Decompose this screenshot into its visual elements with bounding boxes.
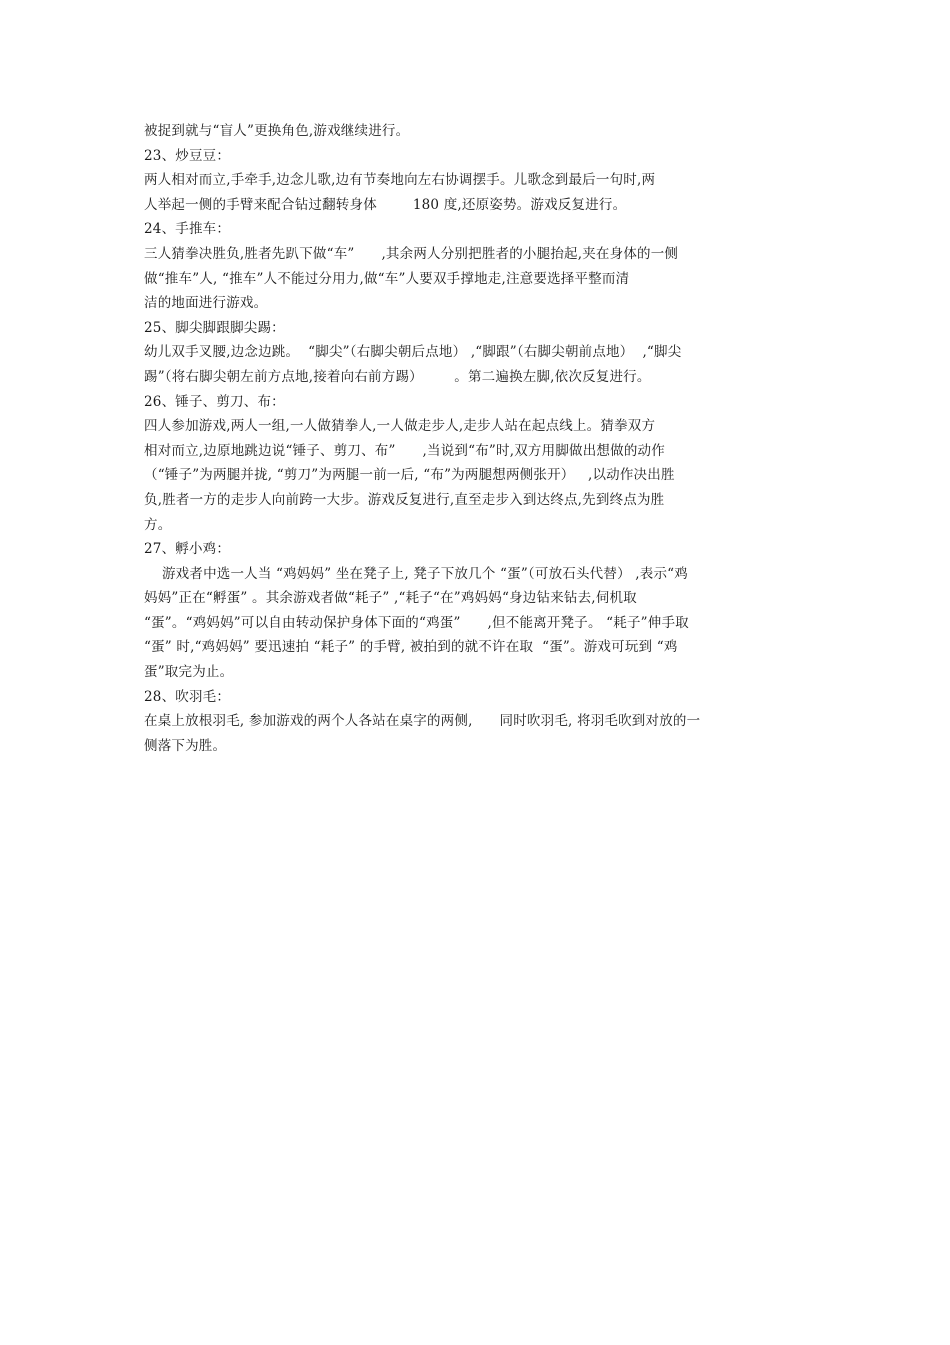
text-line: 两人相对而立,手牵手,边念儿歌,边有节奏地向左右协调摆手。儿歌念到最后一句时,两 [144, 172, 656, 189]
text-line: 四人参加游戏,两人一组,一人做猜拳人,一人做走步人,走步人站在起点线上。猜拳双方 [144, 418, 656, 435]
text-line: 做“推车”人, “推车”人不能过分用力,做“车”人要双手撑地走,注意要选择平整而清 [144, 270, 630, 287]
text-line: “蛋”。“鸡妈妈”可以自由转动保护身体下面的“鸡蛋” ,但不能离开凳子。 “耗子”伸手取 [144, 614, 689, 631]
document-body [144, 119, 764, 758]
text-line: 侧落下为胜。 [144, 737, 227, 754]
text-line: 踢”（将右脚尖朝左前方点地,接着向右前方踢） 。第二遍换左脚,依次反复进行。 [144, 368, 651, 385]
text-line: “蛋” 时,“鸡妈妈” 要迅速拍 “耗子” 的手臂, 被拍到的就不许在取 “蛋”。游戏可玩到 “鸡 [144, 639, 678, 656]
text-line: 负,胜者一方的走步人向前跨一大步。游戏反复进行,直至走步入到达终点,先到终点为胜 [144, 491, 665, 508]
text-line: 三人猜拳决胜负,胜者先趴下做“车” ,其余两人分别把胜者的小腿抬起,夹在身体的一侧 [144, 245, 679, 262]
section-heading-23: 23、炒豆豆： [144, 147, 231, 164]
section-heading-24: 24、手推车： [144, 221, 231, 238]
section-heading-28: 28、吹羽毛： [144, 688, 231, 705]
section-heading-25: 25、脚尖脚跟脚尖踢： [144, 319, 285, 336]
text-line: 被捉到就与“盲人”更换角色,游戏继续进行。 [144, 123, 410, 139]
text-line: 人举起一侧的手臂来配合钻过翻转身体 180 度,还原姿势。游戏反复进行。 [144, 196, 627, 213]
section-heading-26: 26、锤子、剪刀、布： [144, 393, 285, 410]
text-line: 方。 [144, 516, 172, 533]
text-line: 在桌上放根羽毛, 参加游戏的两个人各站在桌字的两侧, 同时吹羽毛, 将羽毛吹到对放的一 [144, 713, 701, 730]
text-line: 幼儿双手叉腰,边念边跳。 “脚尖”（右脚尖朝后点地） ,“脚跟”（右脚尖朝前点地） ,“脚尖 [144, 344, 682, 361]
text-line: 妈妈”正在“孵蛋” 。其余游戏者做“耗子” ,“耗子“在”鸡妈妈“身边钻来钻去,伺机取 [144, 590, 637, 607]
text-line: （“锤子”为两腿并拢, “剪刀”为两腿一前一后, “布”为两腿想两侧张开） ,以动作决出胜 [144, 467, 675, 484]
text-line: 游戏者中选一人当 “鸡妈妈” 坐在凳子上, 凳子下放几个 “蛋”（可放石头代替） ,表示“鸡 [144, 565, 688, 582]
text-line: 相对而立,边原地跳边说“锤子、剪刀、布” ,当说到“布”时,双方用脚做出想做的动作 [144, 442, 665, 459]
text-line: 蛋”取完为止。 [144, 664, 234, 681]
section-heading-27: 27、孵小鸡： [144, 541, 231, 558]
text-line: 洁的地面进行游戏。 [144, 295, 268, 312]
